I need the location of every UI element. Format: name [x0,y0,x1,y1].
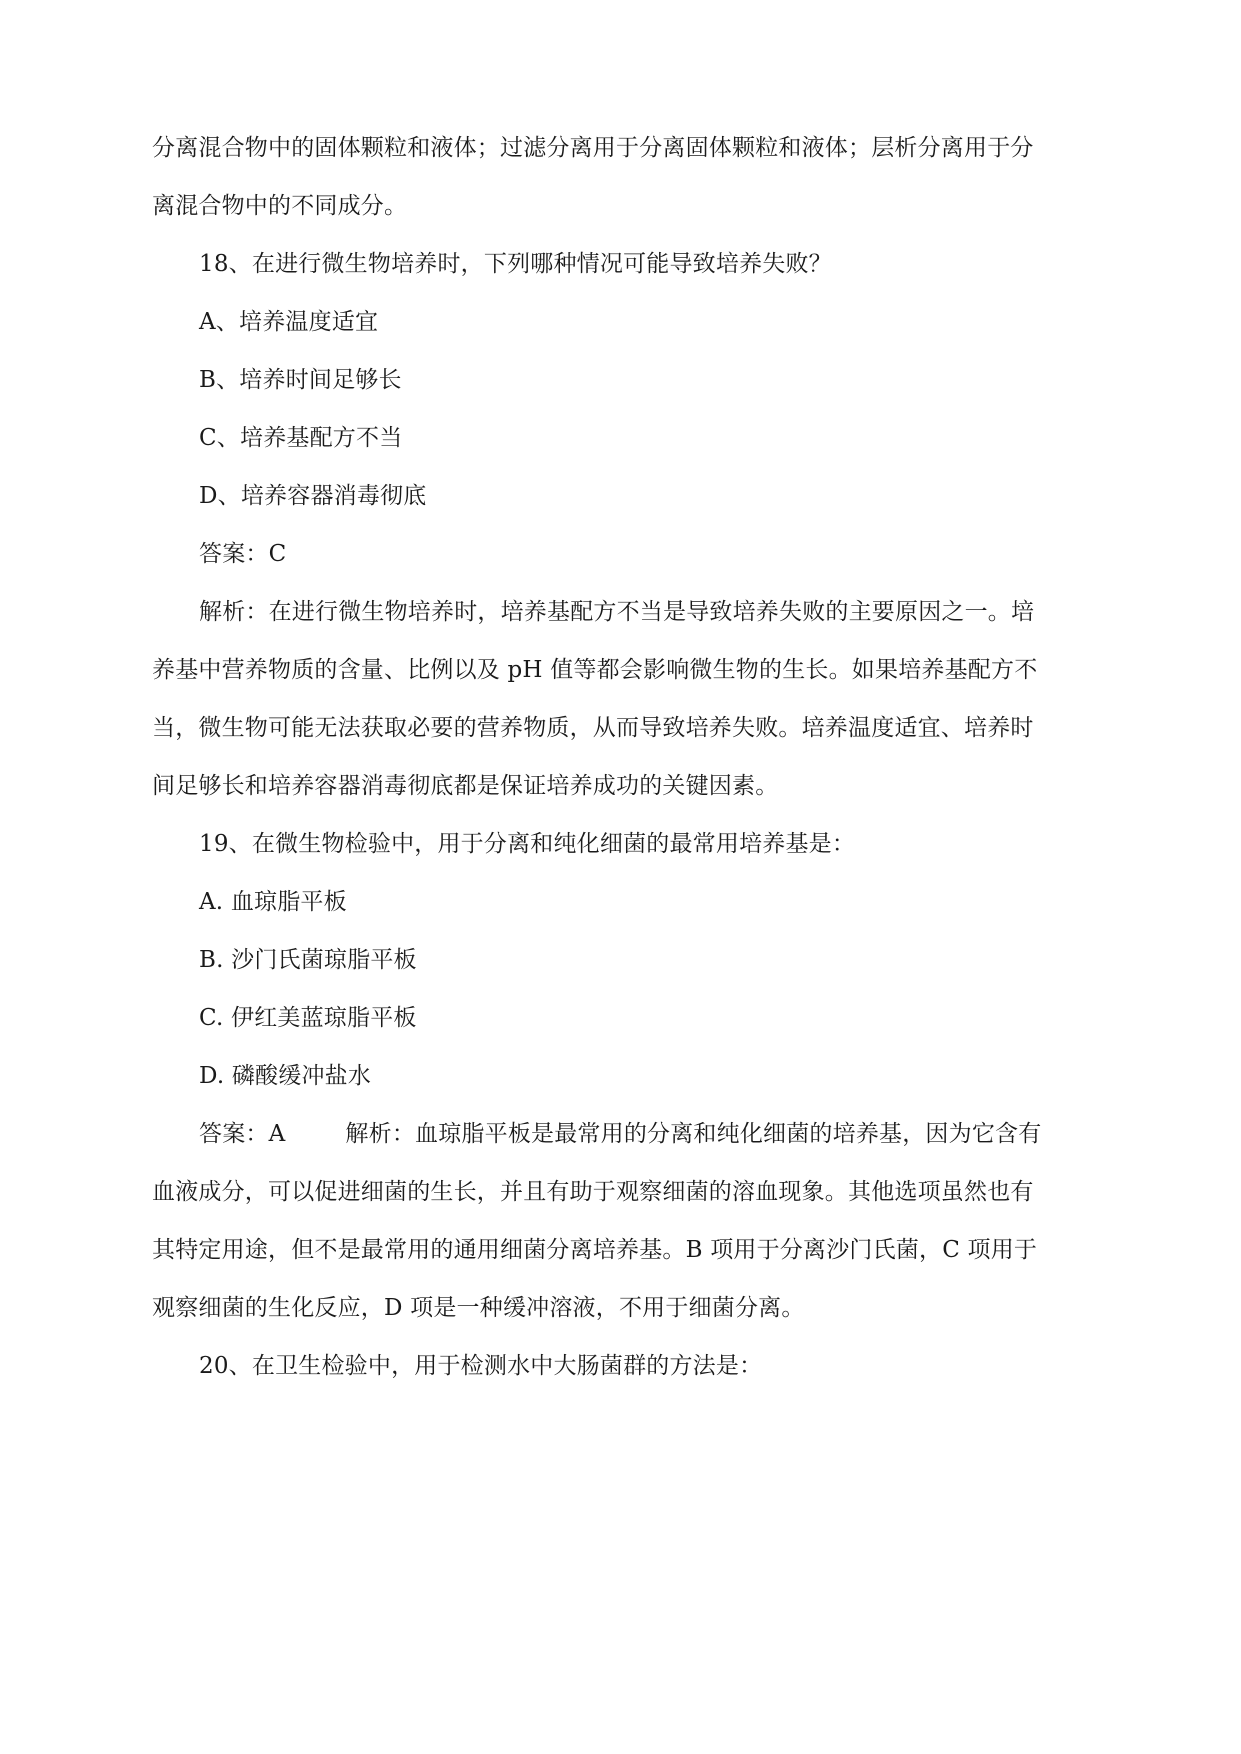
question-18: 18、在进行微生物培养时，下列哪种情况可能导致培养失败？ [199,251,832,277]
question-19: 19、在微生物检验中，用于分离和纯化细菌的最常用培养基是： [199,831,856,857]
q19-option-b: B. 沙门氏菌琼脂平板 [199,947,417,973]
q18-option-c: C、培养基配方不当 [199,425,403,451]
q18-option-b: B、培养时间足够长 [199,367,402,393]
question-20: 20、在卫生检验中，用于检测水中大肠菌群的方法是： [199,1353,763,1379]
q19-analysis-line: 观察细菌的生化反应，D 项是一种缓冲溶液，不用于细菌分离。 [152,1295,805,1321]
q19-analysis-line: 血液成分，可以促进细菌的生长，并且有助于观察细菌的溶血现象。其他选项虽然也有 [152,1179,1034,1205]
analysis-text-line: 离混合物中的不同成分。 [152,193,408,219]
q18-analysis-line: 养基中营养物质的含量、比例以及 pH 值等都会影响微生物的生长。如果培养基配方不 [152,657,1038,683]
q19-answer: 答案：A [199,1121,286,1147]
q18-analysis-line: 解析：在进行微生物培养时，培养基配方不当是导致培养失败的主要原因之一。培 [199,599,1035,625]
q19-option-a: A. 血琼脂平板 [199,889,347,915]
q18-analysis-line: 当，微生物可能无法获取必要的营养物质，从而导致培养失败。培养温度适宜、培养时 [152,715,1034,741]
q19-option-c: C. 伊红美蓝琼脂平板 [199,1005,417,1031]
analysis-text-line: 分离混合物中的固体颗粒和液体；过滤分离用于分离固体颗粒和液体；层析分离用于分 [152,135,1034,161]
q18-analysis-line: 间足够长和培养容器消毒彻底都是保证培养成功的关键因素。 [152,773,779,799]
q19-option-d: D. 磷酸缓冲盐水 [199,1063,372,1089]
q18-option-a: A、培养温度适宜 [199,309,379,335]
q19-analysis-line: 其特定用途，但不是最常用的通用细菌分离培养基。B 项用于分离沙门氏菌，C 项用于 [152,1237,1038,1263]
q18-answer: 答案：C [199,541,287,567]
q18-option-d: D、培养容器消毒彻底 [199,483,427,509]
q19-answer-analysis-line [199,1119,1092,1149]
q19-analysis-start: 解析：血琼脂平板是最常用的分离和纯化细菌的培养基，因为它含有 [345,1121,1042,1147]
